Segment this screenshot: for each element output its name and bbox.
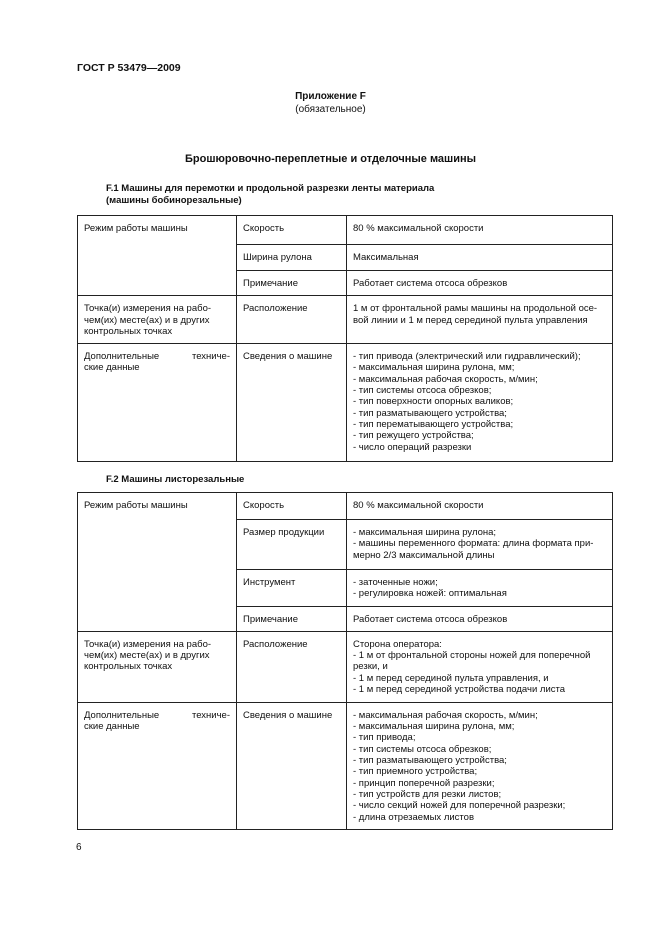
cell-info-label: Сведения о машине — [237, 702, 347, 829]
cell-location-label: Расположение — [237, 296, 347, 344]
cell-speed-value: 80 % максимальной скорости — [347, 216, 613, 245]
cell-tech-label: Дополнительные техниче- ские данные — [78, 702, 237, 829]
list-item: - тип привода; — [353, 732, 416, 744]
list-item: - число секций ножей для поперечной разрезки; — [353, 800, 566, 812]
cell-location-label: Расположение — [237, 631, 347, 702]
list-item: - тип привода (электрический или гидравлический); — [353, 351, 581, 363]
list-item: мерно 2/3 максимальной длины — [353, 549, 495, 561]
cell-speed-value: 80 % максимальной скорости — [347, 493, 613, 520]
list-item: - заточенные ножи; — [353, 577, 438, 588]
cell-size-label: Размер продукции — [237, 520, 347, 570]
cell-mode-label: Режим работы машины — [78, 216, 237, 296]
list-item: - длина отрезаемых листов — [353, 811, 474, 823]
cell-roll-value: Максимальная — [347, 245, 613, 271]
list-item: - тип устройств для резки листов; — [353, 788, 502, 800]
cell-location-list — [347, 631, 613, 702]
document-header: ГОСТ Р 53479—2009 — [77, 62, 181, 74]
cell-tool-list — [347, 570, 613, 607]
list-item: - тип перематывающего устройства; — [353, 418, 514, 430]
list-item: - число операций разрезки — [353, 441, 472, 453]
table-f2 — [77, 492, 613, 830]
cell-note-value: Работает система отсоса обрезков — [347, 606, 613, 631]
cell-note-label: Примечание — [237, 606, 347, 631]
list-item: - максимальная ширина рулона, мм; — [353, 362, 515, 374]
list-item: - тип системы отсоса обрезков; — [353, 385, 492, 397]
list-item: - тип разматывающего устройства; — [353, 407, 507, 419]
cell-location-value: 1 м от фронтальной рамы машины на продольной осе- вой линии и 1 м перед серединой пульта управления — [347, 296, 613, 344]
list-item: - тип приемного устройства; — [353, 766, 478, 778]
list-item: - тип системы отсоса обрезков; — [353, 743, 492, 755]
section-f2-title: F.2 Машины листорезальные — [106, 474, 245, 485]
list-item: - машины переменного формата: длина формата при- — [353, 538, 594, 550]
section-f1-title: F.1 Машины для перемотки и продольной разрезки ленты материала (машины бобинорезальные) — [106, 183, 435, 206]
list-item: - максимальная ширина рулона, мм; — [353, 721, 515, 733]
list-item: - тип режущего устройства; — [353, 430, 474, 442]
list-item: резки, и — [353, 661, 388, 673]
list-item: - принцип поперечной разрезки; — [353, 777, 495, 789]
cell-speed-label: Скорость — [237, 493, 347, 520]
list-item: - тип разматывающего устройства; — [353, 755, 507, 767]
list-item: - 1 м перед серединой устройства подачи листа — [353, 684, 566, 696]
list-item: - тип поверхности опорных валиков; — [353, 396, 514, 408]
cell-info-list — [347, 344, 613, 462]
cell-mode-label: Режим работы машины — [78, 493, 237, 632]
list-item: - максимальная ширина рулона; — [353, 527, 497, 538]
cell-points-label: Точка(и) измерения на рабо- чем(их) месте(ах) и в других контрольных точках — [78, 631, 237, 702]
list-item: Сторона оператора: — [353, 638, 442, 650]
cell-size-list — [347, 520, 613, 570]
cell-info-label: Сведения о машине — [237, 344, 347, 462]
cell-points-label: Точка(и) измерения на рабо- чем(их) месте(ах) и в других контрольных точках — [78, 296, 237, 344]
cell-tech-label: Дополнительные техниче- ские данные — [78, 344, 237, 462]
cell-info-list — [347, 702, 613, 829]
table-f1 — [77, 215, 613, 462]
list-item: - 1 м перед серединой пульта управления, и — [353, 672, 549, 684]
list-item: - 1 м от фронтальной стороны ножей для поперечной — [353, 650, 591, 662]
appendix-status: (обязательное) — [295, 104, 366, 115]
list-item: - максимальная рабочая скорость, м/мин; — [353, 709, 538, 721]
cell-roll-label: Ширина рулона — [237, 245, 347, 271]
cell-note-label: Примечание — [237, 271, 347, 296]
cell-note-value: Работает система отсоса обрезков — [347, 271, 613, 296]
list-item: - регулировка ножей: оптимальная — [353, 588, 507, 600]
list-item: - максимальная рабочая скорость, м/мин; — [353, 373, 538, 385]
cell-speed-label: Скорость — [237, 216, 347, 245]
appendix-label: Приложение F — [295, 91, 366, 102]
cell-tool-label: Инструмент — [237, 570, 347, 607]
page-title: Брошюровочно-переплетные и отделочные машины — [184, 153, 477, 165]
page-number: 6 — [76, 842, 82, 853]
